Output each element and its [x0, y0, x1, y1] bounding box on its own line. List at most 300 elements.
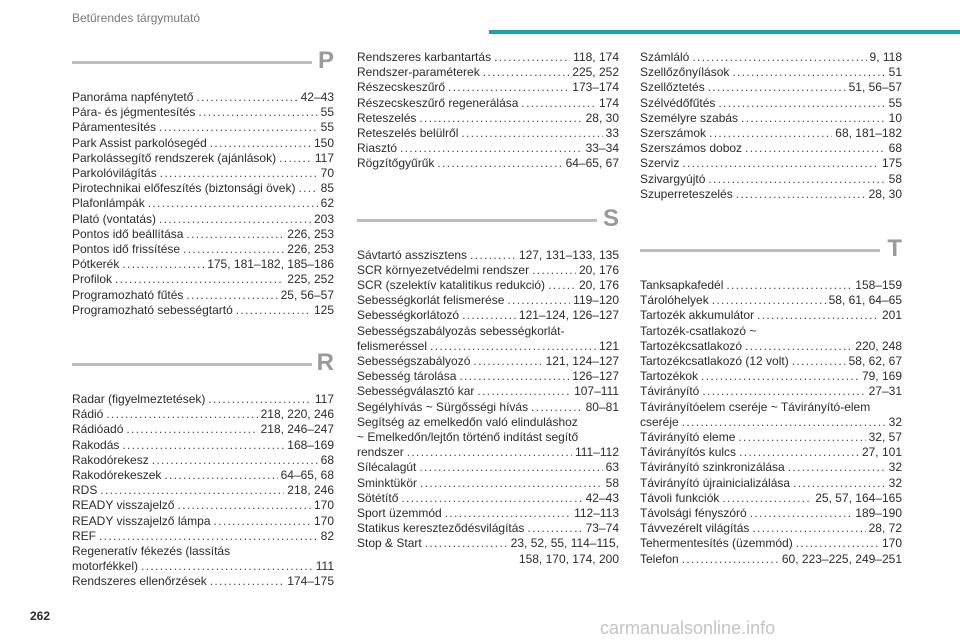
watermark: carmanualsonline.info [600, 618, 776, 638]
index-entry-pages: 189–190 [855, 506, 902, 521]
leader-dots [99, 529, 318, 544]
leader-dots [712, 293, 826, 308]
index-entry-term: READY visszajelző [72, 498, 175, 513]
leader-dots [210, 574, 285, 589]
leader-dots [425, 536, 508, 551]
leader-dots [164, 468, 277, 483]
index-entry-term: RDS [72, 483, 98, 498]
leader-dots [792, 354, 846, 369]
index-entry-pages: 25, 57, 164–165 [815, 490, 902, 505]
leader-dots [682, 156, 879, 171]
letter-divider [72, 363, 312, 366]
index-entry [357, 400, 619, 415]
index-entry-term: Távvezérelt világítás [640, 521, 750, 536]
leader-dots [177, 498, 310, 513]
index-entry-term: cseréje [640, 414, 679, 429]
index-entry-pages: 117 [314, 150, 334, 165]
index-entry-term: Rakodórekeszek [72, 468, 162, 483]
index-entry-pages: 80–81 [585, 399, 619, 414]
index-entry-pages: 63 [605, 460, 619, 475]
index-entry-term: Szerviz [640, 156, 680, 171]
leader-dots [726, 278, 852, 293]
leader-dots [796, 536, 879, 551]
index-entry [72, 288, 334, 303]
index-entry [357, 80, 619, 95]
index-entry-pages: 68, 181–182 [835, 126, 902, 141]
index-entry-pages: 173–174 [572, 80, 619, 95]
index-entry-term: Részecskeszűrő [357, 80, 446, 95]
letter-heading-s [357, 204, 619, 234]
index-entry-term: Pótkerék [72, 257, 120, 272]
index-entry-pages: 218, 246–247 [260, 422, 334, 437]
index-entry-term: SCR környezetvédelmi rendszer [357, 262, 530, 277]
leader-dots [198, 105, 317, 120]
index-entry-pages: 218, 220, 246 [260, 407, 334, 422]
index-entry [640, 293, 902, 308]
index-entry-pages: 20, 176 [578, 262, 619, 277]
index-entry-pages: 28, 30 [585, 110, 619, 125]
index-entry-term: Távolsági fényszóró [640, 506, 747, 521]
index-entry-pages: 51, 56–57 [848, 80, 902, 95]
index-entry-pages: 28, 30 [868, 186, 902, 201]
leader-dots [788, 460, 886, 475]
letter-divider [72, 61, 312, 64]
leader-dots [473, 354, 542, 369]
leader-dots [419, 111, 582, 126]
leader-dots [682, 415, 886, 430]
index-entry [72, 212, 334, 227]
index-entry-term: SCR (szelektív katalitikus redukció) [357, 278, 546, 293]
index-entry-pages: 42–43 [300, 90, 334, 104]
index-entry-term: Rendszer-paraméterek [357, 65, 480, 80]
index-entry-term: Szuperreteszelés [640, 186, 733, 201]
index-entry [72, 529, 334, 544]
index-entry-pages: 225, 252 [572, 65, 619, 80]
leader-dots [141, 559, 313, 574]
index-entry-term: Sebességkorlát felismerése [357, 293, 505, 308]
index-entry-pages: 32 [888, 414, 902, 429]
header-accent-bar [489, 30, 960, 34]
index-entry [72, 181, 334, 196]
index-entry [72, 105, 334, 120]
index-entry-pages: 20, 176 [578, 278, 619, 293]
index-entry-term: Sílécalagút [357, 460, 417, 475]
leader-dots [196, 90, 297, 105]
index-entry [72, 453, 334, 468]
index-entry-term: Statikus kereszteződésvilágítás [357, 521, 525, 536]
leader-dots [738, 430, 865, 445]
section-title: Betűrendes tárgymutató [72, 11, 201, 25]
index-entry [72, 272, 334, 287]
index-entry-term: rendszer [357, 445, 404, 460]
index-entry-term: Távirányító [640, 384, 700, 399]
index-entry [357, 65, 619, 80]
index-entry [357, 491, 619, 506]
leader-dots [739, 445, 859, 460]
index-entry-pages: 70 [320, 166, 334, 181]
index-entry [640, 384, 902, 399]
index-entry-pages: 32 [888, 460, 902, 475]
index-entry-term: Szellőztetés [640, 80, 705, 95]
letter-p: P [317, 47, 334, 74]
index-entry-pages: 118, 174 [573, 50, 619, 64]
index-entry-pages: 125 [313, 302, 334, 317]
index-entry-pages: 117 [314, 392, 334, 407]
index-entry-term: Tartozékcsatlakozó (12 volt) [640, 354, 789, 369]
index-entry-term: Plafonlámpák [72, 196, 145, 211]
index-entry-pages: 201 [881, 308, 902, 323]
index-entry [640, 460, 902, 475]
leader-dots [548, 278, 576, 293]
index-entry [640, 491, 902, 506]
index-entry [357, 354, 619, 369]
index-entry [640, 141, 902, 156]
index-entry-term: Profilok [72, 272, 113, 287]
index-entry-pages: 27, 101 [861, 445, 902, 460]
index-entry-text: ~ Emelkedőn/lejtőn történő indítást segítő [357, 430, 579, 445]
leader-dots [400, 141, 583, 156]
index-entry-term: Sport üzemmód [357, 506, 442, 521]
index-entry-term: Sebességkorlátozó [357, 308, 460, 323]
index-entry [640, 308, 902, 323]
index-entry-term: Páramentesítés [72, 120, 157, 135]
index-entry-term: Részecskeszűrő regenerálása [357, 95, 519, 110]
index-entry-pages: 68 [888, 141, 902, 156]
index-entry-pages: 226, 253 [287, 226, 334, 241]
index-entry-pages: 170 [881, 536, 902, 551]
index-entry-pages: 170 [313, 513, 334, 528]
leader-dots [718, 96, 885, 111]
index-entry [72, 574, 334, 589]
leader-dots [702, 384, 865, 399]
leader-dots [186, 227, 284, 242]
leader-dots [682, 552, 779, 567]
index-entry-term: Szélvédőfűtés [640, 95, 716, 110]
leader-dots [407, 445, 572, 460]
leader-dots [741, 111, 886, 126]
index-entry-pages: 10 [888, 110, 902, 125]
leader-dots [430, 339, 596, 354]
index-entry-term: Tartozék akkumulátor [640, 308, 755, 323]
index-column-3 [640, 50, 902, 567]
index-entry-pages: 168–169 [287, 437, 334, 452]
leader-dots [494, 50, 570, 65]
index-entry-term: Szivargyújtó [640, 171, 706, 186]
index-entry-term: Szellőzőnyílások [640, 65, 730, 80]
index-entry-pages: 203 [313, 211, 334, 226]
leader-dots [752, 521, 865, 536]
index-entry [357, 308, 619, 323]
index-entry-pages: 174 [598, 95, 619, 110]
index-entry-pages: 51 [888, 65, 902, 80]
index-entry-pages: 170 [313, 498, 334, 513]
index-entry-pages: 62 [320, 196, 334, 211]
index-entry [357, 248, 619, 263]
index-entry [357, 263, 619, 278]
leader-dots [708, 80, 846, 95]
index-entry [640, 96, 902, 111]
index-entry-term: Telefon [640, 551, 679, 566]
index-entry-pages: 55 [888, 95, 902, 110]
leader-dots [437, 156, 562, 171]
leader-dots [210, 136, 311, 151]
index-entry-term: Rádióadó [72, 422, 124, 437]
index-entry-pages: 82 [320, 528, 334, 543]
index-entry [72, 120, 334, 135]
index-entry [357, 506, 619, 521]
index-entry [640, 415, 902, 430]
index-entry [72, 438, 334, 453]
index-entry-term: Pirotechnikai előfeszítés (biztonsági övek) [72, 181, 296, 196]
index-entry-pages: 127, 131–133, 135 [518, 247, 619, 262]
index-entry [357, 293, 619, 308]
leader-dots [732, 65, 885, 80]
index-entry-pages: 58, 62, 67 [848, 354, 902, 369]
leader-dots [750, 506, 853, 521]
index-entry-term: Távirányító szinkronizálása [640, 460, 785, 475]
index-entry-pages: 121 [598, 338, 619, 353]
index-entry-pages: 27–31 [868, 384, 902, 399]
index-entry [357, 111, 619, 126]
index-entry [640, 369, 902, 384]
index-entry-pages: 58, 61, 64–65 [828, 293, 902, 308]
index-entry [72, 468, 334, 483]
leader-dots [214, 514, 311, 529]
leader-dots [115, 272, 284, 287]
leader-dots [757, 308, 879, 323]
index-entry-pages: 111 [315, 559, 334, 574]
leader-dots [470, 248, 516, 263]
index-entry-pages: 220, 248 [855, 338, 902, 353]
leader-dots [445, 506, 571, 521]
index-entry-term: Tanksapkafedél [640, 278, 724, 293]
letter-divider [357, 219, 597, 222]
index-entry-pages: 58 [605, 475, 619, 490]
index-entry-term: Távirányítós kulcs [640, 445, 737, 460]
letter-heading-r [72, 348, 334, 378]
index-entry-term: Távoli funkciók [640, 490, 720, 505]
index-entry-pages: 28, 72 [868, 521, 902, 536]
leader-dots [459, 369, 569, 384]
index-entry-pages: 121, 124–127 [545, 354, 619, 369]
index-entry [640, 156, 902, 171]
leader-dots [692, 50, 866, 65]
index-entry [640, 65, 902, 80]
index-entry [640, 80, 902, 95]
index-entry [72, 257, 334, 272]
index-entry-pages: 119–120 [573, 293, 619, 308]
index-entry-text: Tartozék-csatlakozó ~ [640, 323, 757, 338]
index-entry [72, 242, 334, 257]
index-entry-term: Reteszelés [357, 110, 417, 125]
index-entry [357, 384, 619, 399]
letter-s: S [602, 204, 619, 232]
letter-heading-t [640, 234, 902, 264]
letter-divider [640, 249, 880, 252]
index-entry-pages: 68 [320, 452, 334, 467]
index-entry-term: REF [72, 528, 96, 543]
leader-dots [709, 126, 832, 141]
index-entry-text: Távirányítóelem cseréje ~ Távirányító-elem [640, 399, 871, 414]
leader-dots [793, 476, 886, 491]
index-entry-term: Parkolóvilágítás [72, 166, 157, 181]
index-entry [72, 166, 334, 181]
index-entry-pages: 121–124, 126–127 [518, 308, 619, 323]
index-entry [357, 476, 619, 491]
leader-dots [183, 242, 284, 257]
index-entry-term: felismeréssel [357, 338, 428, 353]
leader-dots [527, 521, 582, 536]
index-entry [357, 445, 619, 460]
index-entry-term: motorfékkel) [72, 559, 139, 574]
index-entry [72, 559, 334, 574]
index-entry [640, 278, 902, 293]
leader-dots [507, 293, 570, 308]
index-entry [640, 552, 902, 567]
leader-dots [159, 212, 311, 227]
index-column-2 [357, 50, 619, 567]
leader-dots [461, 126, 602, 141]
leader-dots [419, 460, 602, 475]
index-entry-term: Tartozékcsatlakozó [640, 338, 743, 353]
leader-dots [159, 120, 318, 135]
index-entry-term: Rádió [72, 407, 104, 422]
index-entry-term: Szerszámok [640, 126, 707, 141]
leader-dots [736, 187, 866, 202]
index-entry [72, 407, 334, 422]
index-entry-pages: 73–74 [585, 521, 619, 536]
index-entry-term: Segélyhívás ~ Sürgősségi hívás [357, 399, 529, 414]
index-entry-pages: 32, 57 [868, 430, 902, 445]
leader-dots [122, 257, 204, 272]
index-entry [72, 196, 334, 211]
index-entry-term: Pára- és jégmentesítés [72, 105, 196, 120]
index-entry-term: Sminktükör [357, 475, 418, 490]
index-entry-term: Programozható fűtés [72, 287, 184, 302]
index-entry [357, 460, 619, 475]
index-entry-pages: 218, 246 [287, 483, 334, 498]
index-entry-pages: 225, 252 [287, 272, 334, 287]
letter-t: T [887, 235, 902, 263]
leader-dots [745, 339, 852, 354]
leader-dots [208, 392, 311, 407]
index-entry [357, 339, 619, 354]
leader-dots [186, 288, 277, 303]
index-entry-term: Rendszeres karbantartás [357, 50, 492, 64]
index-entry [72, 514, 334, 529]
index-entry [72, 422, 334, 437]
index-entry-term: Radar (figyelmeztetések) [72, 392, 206, 407]
index-entry-pages: 64–65, 67 [565, 156, 619, 171]
index-entry [72, 227, 334, 242]
index-entry [357, 141, 619, 156]
leader-dots [708, 172, 885, 187]
index-entry [640, 50, 902, 65]
index-entry [72, 303, 334, 318]
index-entry-pages: 174–175 [287, 574, 334, 589]
index-entry [357, 536, 619, 551]
index-entry-pages: 33–34 [585, 141, 619, 156]
index-entry-pages: 33 [605, 126, 619, 141]
index-entry-term: Rendszeres ellenőrzések [72, 574, 207, 589]
leader-dots [531, 400, 583, 415]
leader-dots [420, 476, 603, 491]
leader-dots [462, 308, 516, 323]
leader-dots [126, 422, 257, 437]
index-entry [640, 339, 902, 354]
index-entry-pages: 64–65, 68 [280, 468, 334, 483]
index-entry-term: Stop & Start [357, 536, 422, 551]
leader-dots [236, 303, 311, 318]
index-entry [640, 172, 902, 187]
index-entry-pages: 107–111 [574, 384, 619, 399]
index-entry-pages: 85 [320, 181, 334, 196]
index-entry-pages: 79, 169 [861, 369, 902, 384]
letter-r: R [316, 349, 334, 377]
index-entry [357, 50, 619, 65]
leader-dots [100, 483, 284, 498]
index-entry-pages: 226, 253 [287, 242, 334, 257]
index-entry-term: Sebességszabályozó [357, 354, 471, 369]
index-entry-term: Tartozékok [640, 369, 699, 384]
index-entry-term: Reteszelés belülről [357, 126, 459, 141]
index-entry-pages: 175, 181–182, 185–186 [207, 257, 334, 272]
leader-dots [122, 438, 284, 453]
letter-heading-p [72, 46, 334, 76]
index-entry-term: Tehermentesítés (üzemmód) [640, 536, 793, 551]
page-number: 262 [30, 609, 51, 623]
index-entry-text: Regeneratív fékezés (lassítás [72, 544, 231, 559]
index-entry-pages: 112–113 [574, 506, 619, 521]
index-entry-term: Plató (vontatás) [72, 211, 157, 226]
leader-dots [532, 263, 576, 278]
leader-dots [401, 491, 582, 506]
leader-dots [448, 80, 569, 95]
leader-dots [521, 96, 596, 111]
index-entry [357, 96, 619, 111]
index-entry-term: Sávtartó asszisztens [357, 247, 468, 262]
index-entry-term: Rögzítőgyűrűk [357, 156, 435, 171]
index-entry [640, 126, 902, 141]
index-entry [640, 521, 902, 536]
index-entry-pages: 9, 118 [869, 50, 902, 64]
index-entry-term: Rakodás [72, 437, 120, 452]
index-entry-term: Programozható sebességtartó [72, 302, 233, 317]
index-entry-term: Tárolóhelyek [640, 293, 709, 308]
index-entry [640, 445, 902, 460]
index-entry [640, 187, 902, 202]
index-entry [357, 369, 619, 384]
leader-dots [745, 141, 886, 156]
index-entry [357, 278, 619, 293]
index-entry-term: Pontos idő beállítása [72, 226, 184, 241]
index-entry-pages: 55 [320, 105, 334, 120]
index-entry-pages: 158, 170, 174, 200 [518, 551, 619, 566]
leader-dots [722, 491, 812, 506]
index-entry-pages: 158–159 [855, 278, 902, 293]
index-entry [640, 476, 902, 491]
index-entry-pages: 150 [313, 135, 334, 150]
index-entry [640, 354, 902, 369]
leader-dots [279, 151, 312, 166]
index-entry-term: Parkolássegítő rendszerek (ajánlások) [72, 150, 277, 165]
leader-dots [477, 384, 571, 399]
leader-dots [701, 369, 859, 384]
index-entry-pages: 126–127 [572, 369, 619, 384]
leader-dots [483, 65, 570, 80]
index-entry-term: Panoráma napfénytető [72, 90, 194, 104]
index-entry-term: Számláló [640, 50, 690, 64]
